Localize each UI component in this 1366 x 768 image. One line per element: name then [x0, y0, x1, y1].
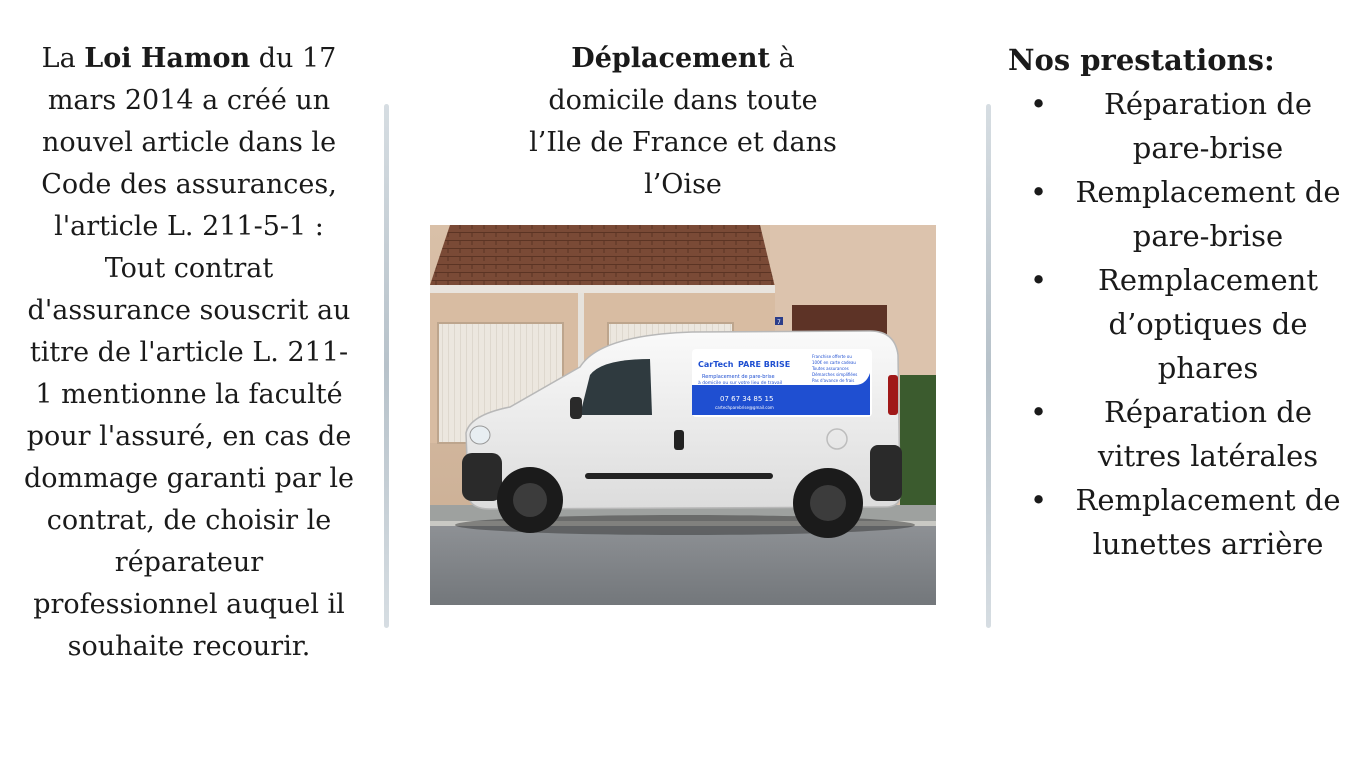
service-label: Remplacement de pare-brise — [1075, 175, 1341, 253]
van-feature-3: Toutes assurances — [812, 366, 849, 371]
van-email: cartechparebrise@gmail.com — [715, 405, 774, 410]
house-number: 7 — [777, 319, 781, 326]
loi-hamon-paragraph — [22, 38, 356, 668]
intro-prefix: La — [41, 43, 85, 74]
van-phone: 07 67 34 85 15 — [720, 395, 774, 403]
right-divider — [986, 104, 991, 628]
services-list — [1008, 82, 1348, 566]
travel-heading — [520, 38, 846, 206]
service-label: Réparation de vitres latérales — [1097, 395, 1319, 473]
bullet-icon: • — [1030, 175, 1048, 209]
van-feature-2: 100€ en carte cadeau — [812, 360, 856, 365]
travel-heading-bold: Déplacement — [571, 43, 770, 74]
van-photo — [430, 225, 936, 605]
law-text: du 17 mars 2014 a créé un nouvel article dans le Code des assurances, l'article L. 211-5-1 : Tout contrat d'assurance souscrit au titre de l'article L. 211-1 mentionne la faculté pour l'assuré, en cas de dommage garanti par le contrat, de choisir le réparateur professionnel auquel il souhaite recourir. — [23, 43, 354, 662]
service-label: Remplacement de lunettes arrière — [1075, 483, 1341, 561]
service-item — [1008, 82, 1348, 170]
service-item — [1008, 478, 1348, 566]
bullet-icon: • — [1030, 395, 1048, 429]
services-title: Nos prestations: — [1008, 43, 1275, 77]
left-divider — [384, 104, 389, 628]
van-feature-5: Pas d'avance de frais — [812, 378, 855, 383]
service-label: Remplacement d’optiques de phares — [1097, 263, 1319, 385]
bullet-icon: • — [1030, 87, 1048, 121]
travel-heading-rest: à domicile dans toute l’Ile de France et dans l’Oise — [529, 43, 837, 200]
van-brand: CarTech — [698, 360, 734, 369]
van-brand-2: PARE BRISE — [738, 360, 791, 369]
bullet-icon: • — [1030, 483, 1048, 517]
law-name: Loi Hamon — [84, 43, 251, 74]
service-label: Réparation de pare-brise — [1103, 87, 1312, 165]
service-item — [1008, 258, 1348, 390]
services-section — [1008, 38, 1348, 566]
service-item — [1008, 390, 1348, 478]
service-item — [1008, 170, 1348, 258]
van-tagline: Remplacement de pare-brise — [702, 374, 775, 380]
van-tagline-2: à domicile ou sur votre lieu de travail — [698, 381, 783, 386]
bullet-icon: • — [1030, 263, 1048, 297]
van-feature-1: Franchise offerte ou — [812, 354, 852, 359]
van-feature-4: Démarches simplifiées — [812, 372, 858, 377]
